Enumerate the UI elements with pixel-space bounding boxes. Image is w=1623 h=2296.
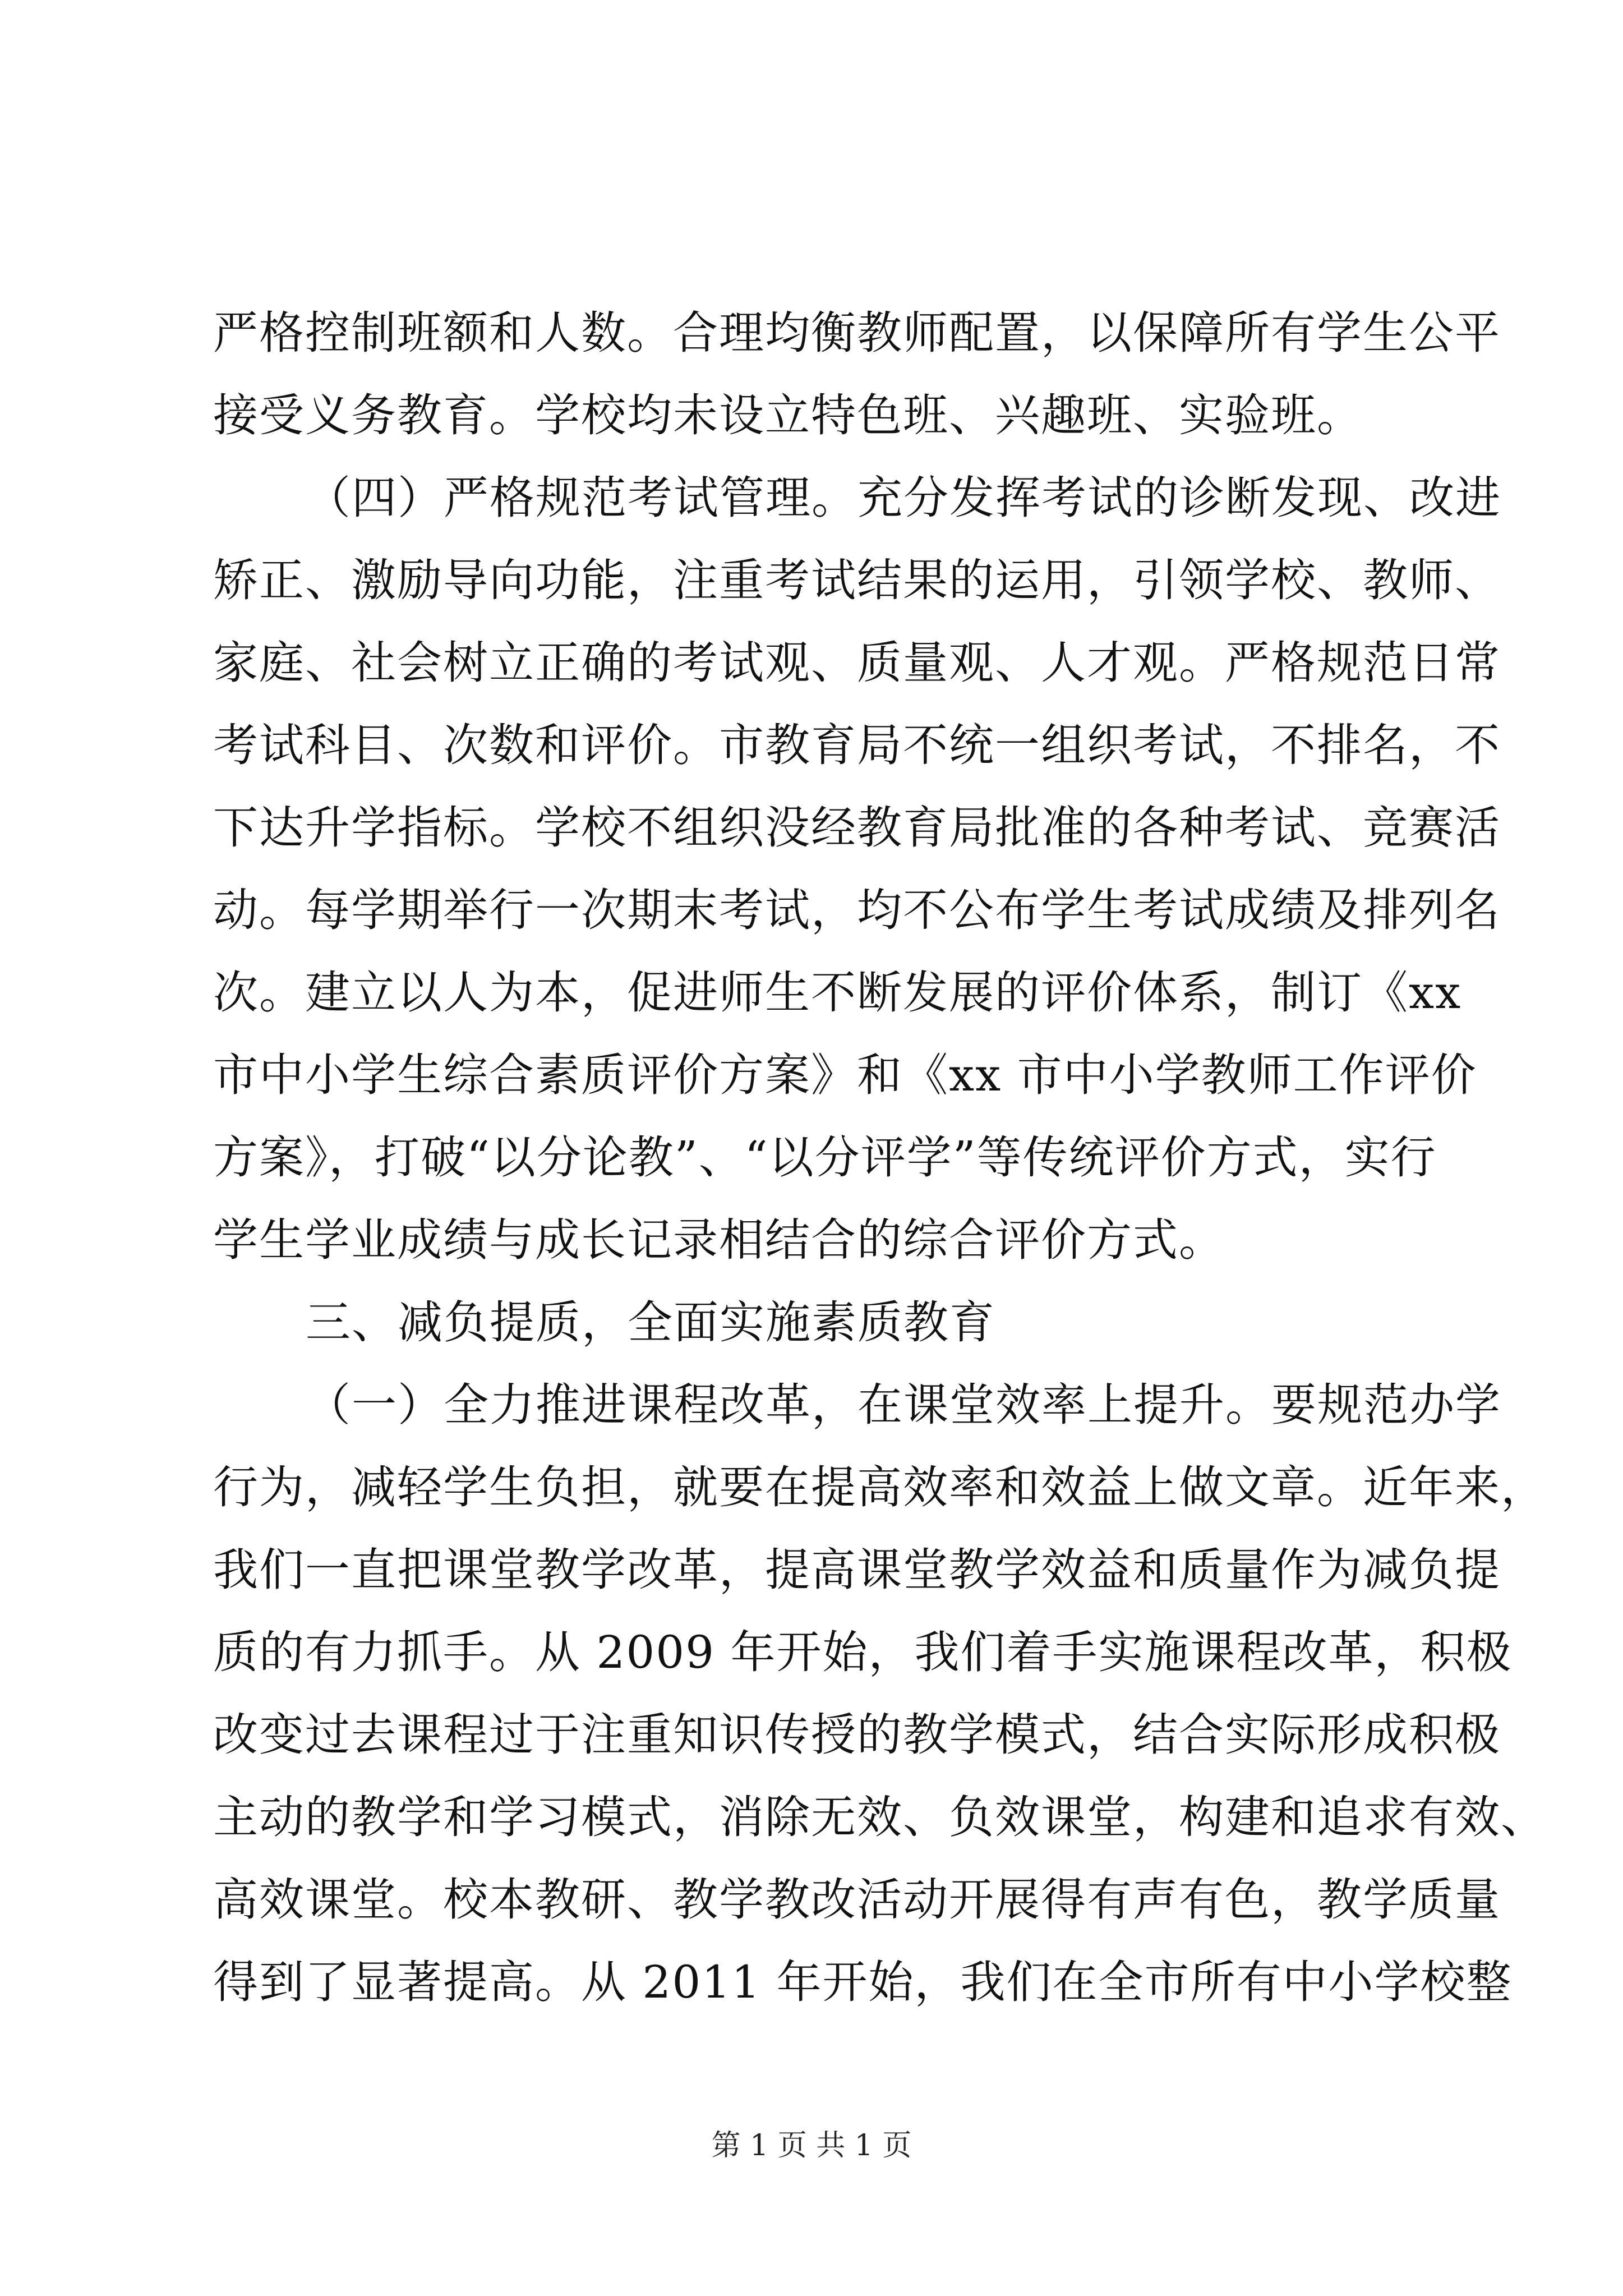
text-line: 主动的教学和学习模式，消除无效、负效课堂，构建和追求有效、 — [213, 1791, 1547, 1843]
text-line: 次。建立以人为本，促进师生不断发展的评价体系，制订《xx — [213, 967, 1462, 1019]
document-body — [213, 292, 1547, 2023]
page-footer: 第 1 页 共 1 页 — [711, 2129, 912, 2162]
chapter-heading-line: 三、减负提质，全面实施素质教育 — [306, 1296, 995, 1349]
text-line: 高效课堂。校本教研、教学教改活动开展得有声有色，教学质量 — [213, 1874, 1501, 1926]
text-line: 接受义务教育。学校均未设立特色班、兴趣班、实验班。 — [213, 389, 1363, 441]
text-line: 动。每学期举行一次期末考试，均不公布学生考试成绩及排列名 — [213, 884, 1501, 936]
section-heading-line: （四）严格规范考试管理。充分发挥考试的诊断发现、改进 — [306, 472, 1501, 524]
text-line: 行为，减轻学生负担，就要在提高效率和效益上做文章。近年来， — [213, 1461, 1547, 1513]
text-line: 下达升学指标。学校不组织没经教育局批准的各种考试、竞赛活 — [213, 802, 1501, 854]
text-line: 我们一直把课堂教学改革，提高课堂教学效益和质量作为减负提 — [213, 1544, 1501, 1596]
text-line: 学生学业成绩与成长记录相结合的综合评价方式。 — [213, 1214, 1225, 1266]
text-line: 方案》，打破“以分论教”、“以分评学”等传统评价方式，实行 — [213, 1131, 1437, 1184]
text-line: 改变过去课程过于注重知识传授的教学模式，结合实际形成积极 — [213, 1709, 1501, 1761]
text-line: 考试科目、次数和评价。市教育局不统一组织考试，不排名，不 — [213, 719, 1501, 771]
text-line: 市中小学生综合素质评价方案》和《xx 市中小学教师工作评价 — [213, 1049, 1477, 1101]
text-line: 矫正、激励导向功能，注重考试结果的运用，引领学校、教师、 — [213, 554, 1501, 606]
text-line: 严格控制班额和人数。合理均衡教师配置，以保障所有学生公平 — [213, 307, 1501, 359]
section-heading-line: （一）全力推进课程改革，在课堂效率上提升。要规范办学 — [306, 1379, 1501, 1431]
text-line: 家庭、社会树立正确的考试观、质量观、人才观。严格规范日常 — [213, 637, 1501, 689]
text-line: 质的有力抓手。从 2009 年开始，我们着手实施课程改革，积极 — [213, 1626, 1513, 1678]
text-line: 得到了显著提高。从 2011 年开始，我们在全市所有中小学校整 — [213, 1956, 1513, 2008]
